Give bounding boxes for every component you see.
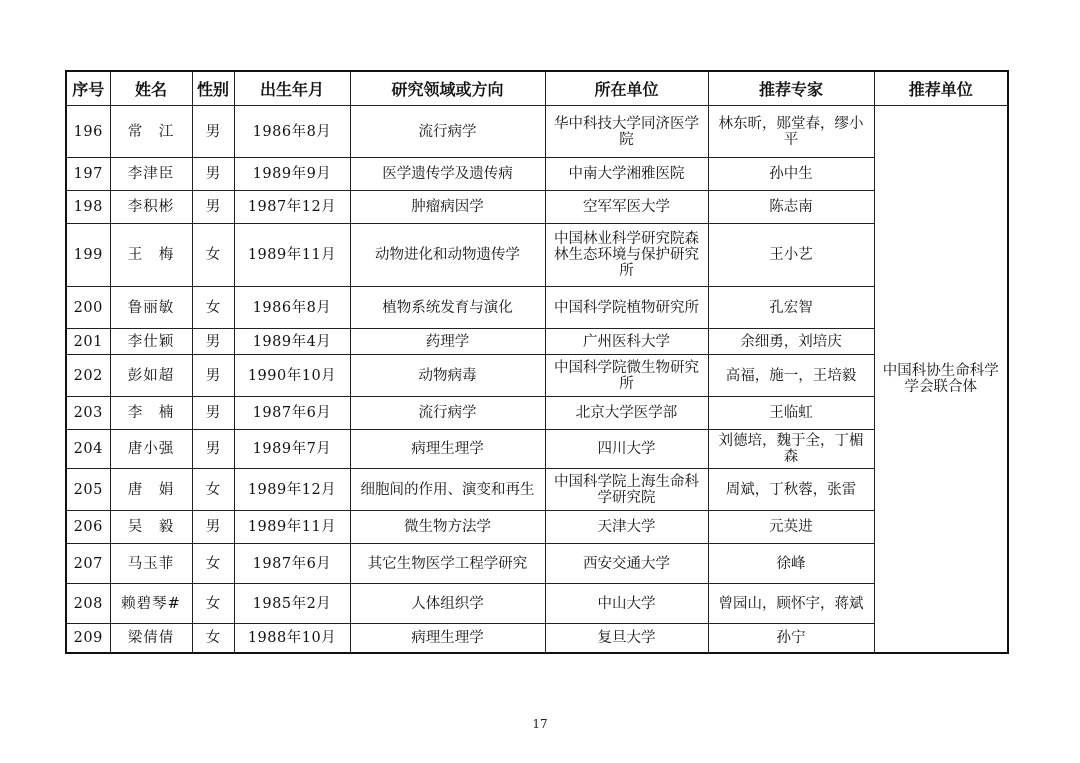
cell-gender: 女 xyxy=(192,584,234,624)
header-gender: 性别 xyxy=(192,71,234,106)
cell-birth: 1986年8月 xyxy=(234,287,350,329)
header-field: 研究领域或方向 xyxy=(350,71,545,106)
cell-field: 流行病学 xyxy=(350,397,545,430)
cell-seq: 207 xyxy=(66,544,110,584)
cell-unit: 西安交通大学 xyxy=(545,544,708,584)
cell-gender: 女 xyxy=(192,287,234,329)
cell-birth: 1987年12月 xyxy=(234,191,350,224)
cell-field: 植物系统发育与演化 xyxy=(350,287,545,329)
cell-name: 王 梅 xyxy=(110,224,192,287)
cell-gender: 男 xyxy=(192,191,234,224)
cell-unit: 四川大学 xyxy=(545,430,708,469)
header-row xyxy=(66,71,1008,106)
table-header xyxy=(66,71,1008,106)
cell-name: 李 楠 xyxy=(110,397,192,430)
cell-experts: 林东昕，郧堂春，缪小平 xyxy=(708,106,874,158)
cell-name: 唐小强 xyxy=(110,430,192,469)
cell-experts: 孔宏智 xyxy=(708,287,874,329)
table-row xyxy=(66,544,1008,584)
cell-field: 流行病学 xyxy=(350,106,545,158)
cell-field: 其它生物医学工程学研究 xyxy=(350,544,545,584)
cell-gender: 男 xyxy=(192,106,234,158)
cell-gender: 男 xyxy=(192,397,234,430)
cell-unit: 华中科技大学同济医学院 xyxy=(545,106,708,158)
table-body xyxy=(66,106,1008,653)
cell-birth: 1989年12月 xyxy=(234,469,350,511)
cell-experts: 陈志南 xyxy=(708,191,874,224)
cell-seq: 199 xyxy=(66,224,110,287)
table-row xyxy=(66,469,1008,511)
cell-seq: 200 xyxy=(66,287,110,329)
cell-birth: 1989年4月 xyxy=(234,329,350,355)
cell-gender: 男 xyxy=(192,511,234,544)
cell-seq: 197 xyxy=(66,158,110,191)
header-experts: 推荐专家 xyxy=(708,71,874,106)
cell-field: 病理生理学 xyxy=(350,624,545,653)
cell-field: 微生物方法学 xyxy=(350,511,545,544)
cell-name: 赖碧琴# xyxy=(110,584,192,624)
cell-experts: 元英进 xyxy=(708,511,874,544)
cell-birth: 1989年7月 xyxy=(234,430,350,469)
cell-birth: 1987年6月 xyxy=(234,397,350,430)
cell-field: 病理生理学 xyxy=(350,430,545,469)
table-row xyxy=(66,397,1008,430)
table-row xyxy=(66,430,1008,469)
cell-unit: 中山大学 xyxy=(545,584,708,624)
cell-gender: 男 xyxy=(192,430,234,469)
cell-field: 动物进化和动物遗传学 xyxy=(350,224,545,287)
cell-unit: 广州医科大学 xyxy=(545,329,708,355)
cell-seq: 205 xyxy=(66,469,110,511)
cell-experts: 余细勇，刘培庆 xyxy=(708,329,874,355)
cell-unit: 天津大学 xyxy=(545,511,708,544)
cell-name: 常 江 xyxy=(110,106,192,158)
cell-unit: 中国林业科学研究院森林生态环境与保护研究所 xyxy=(545,224,708,287)
cell-seq: 196 xyxy=(66,106,110,158)
cell-name: 李津臣 xyxy=(110,158,192,191)
cell-unit: 复旦大学 xyxy=(545,624,708,653)
cell-name: 唐 娟 xyxy=(110,469,192,511)
cell-experts: 刘德培，魏于全，丁楣森 xyxy=(708,430,874,469)
header-unit: 所在单位 xyxy=(545,71,708,106)
cell-field: 人体组织学 xyxy=(350,584,545,624)
cell-birth: 1985年2月 xyxy=(234,584,350,624)
table-row xyxy=(66,329,1008,355)
cell-field: 动物病毒 xyxy=(350,355,545,397)
table-row xyxy=(66,511,1008,544)
cell-birth: 1987年6月 xyxy=(234,544,350,584)
table-row xyxy=(66,191,1008,224)
table-row xyxy=(66,584,1008,624)
cell-gender: 男 xyxy=(192,329,234,355)
header-recommending-unit: 推荐单位 xyxy=(874,71,1008,106)
cell-unit: 北京大学医学部 xyxy=(545,397,708,430)
cell-recommending-unit: 中国科协生命科学学会联合体 xyxy=(874,106,1008,653)
cell-birth: 1986年8月 xyxy=(234,106,350,158)
cell-birth: 1988年10月 xyxy=(234,624,350,653)
cell-name: 鲁丽敏 xyxy=(110,287,192,329)
cell-unit: 中国科学院植物研究所 xyxy=(545,287,708,329)
cell-field: 医学遗传学及遗传病 xyxy=(350,158,545,191)
cell-experts: 徐峰 xyxy=(708,544,874,584)
cell-experts: 孙宁 xyxy=(708,624,874,653)
table-row xyxy=(66,624,1008,653)
cell-seq: 209 xyxy=(66,624,110,653)
cell-name: 马玉菲 xyxy=(110,544,192,584)
cell-seq: 208 xyxy=(66,584,110,624)
header-seq: 序号 xyxy=(66,71,110,106)
cell-seq: 201 xyxy=(66,329,110,355)
header-birth: 出生年月 xyxy=(234,71,350,106)
cell-unit: 空军军医大学 xyxy=(545,191,708,224)
cell-experts: 王临虹 xyxy=(708,397,874,430)
cell-seq: 202 xyxy=(66,355,110,397)
cell-field: 药理学 xyxy=(350,329,545,355)
cell-name: 吴 毅 xyxy=(110,511,192,544)
cell-birth: 1990年10月 xyxy=(234,355,350,397)
cell-birth: 1989年9月 xyxy=(234,158,350,191)
cell-unit: 中南大学湘雅医院 xyxy=(545,158,708,191)
cell-seq: 204 xyxy=(66,430,110,469)
cell-seq: 198 xyxy=(66,191,110,224)
cell-seq: 203 xyxy=(66,397,110,430)
cell-experts: 周斌，丁秋蓉，张雷 xyxy=(708,469,874,511)
header-name: 姓名 xyxy=(110,71,192,106)
cell-gender: 女 xyxy=(192,224,234,287)
table-row xyxy=(66,287,1008,329)
roster-table xyxy=(65,70,1009,654)
table-row xyxy=(66,106,1008,158)
cell-field: 细胞间的作用、演变和再生 xyxy=(350,469,545,511)
page-number: 17 xyxy=(532,717,548,731)
cell-experts: 曾园山，顾怀宇，蒋斌 xyxy=(708,584,874,624)
table-row xyxy=(66,355,1008,397)
table-row xyxy=(66,158,1008,191)
cell-birth: 1989年11月 xyxy=(234,511,350,544)
cell-gender: 女 xyxy=(192,544,234,584)
cell-unit: 中国科学院上海生命科学研究院 xyxy=(545,469,708,511)
cell-seq: 206 xyxy=(66,511,110,544)
cell-experts: 高福，施一，王培毅 xyxy=(708,355,874,397)
table-row xyxy=(66,224,1008,287)
cell-birth: 1989年11月 xyxy=(234,224,350,287)
cell-unit: 中国科学院微生物研究所 xyxy=(545,355,708,397)
cell-name: 李仕颖 xyxy=(110,329,192,355)
cell-name: 李积彬 xyxy=(110,191,192,224)
cell-gender: 男 xyxy=(192,355,234,397)
cell-name: 彭如超 xyxy=(110,355,192,397)
cell-field: 肿瘤病因学 xyxy=(350,191,545,224)
cell-gender: 女 xyxy=(192,624,234,653)
cell-experts: 王小艺 xyxy=(708,224,874,287)
cell-gender: 男 xyxy=(192,158,234,191)
cell-name: 梁倩倩 xyxy=(110,624,192,653)
cell-gender: 女 xyxy=(192,469,234,511)
cell-experts: 孙中生 xyxy=(708,158,874,191)
